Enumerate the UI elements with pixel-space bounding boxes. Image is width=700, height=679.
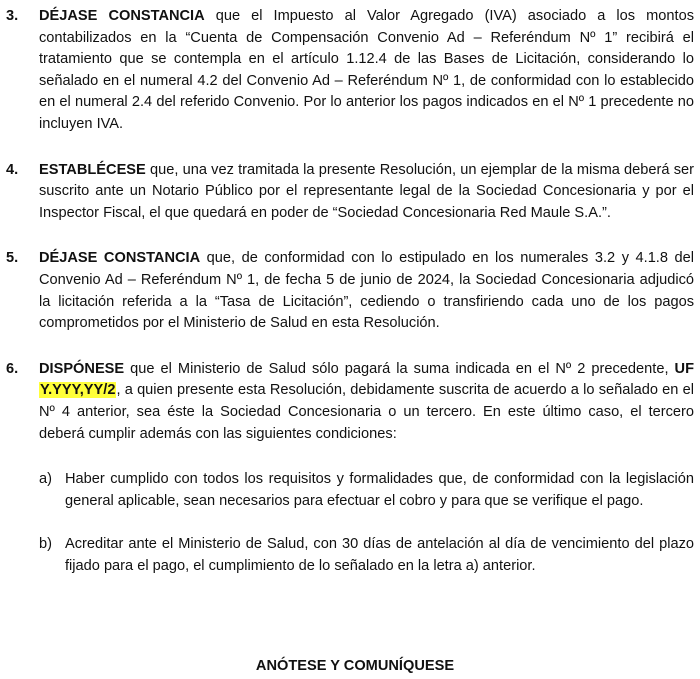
clause-text-after: , a quien presente esta Resolución, debidamente suscrita de acuerdo a lo señalado en el Nº 4 anterior, sea éste la Sociedad Concesionaria o un tercero. En este último caso, el tercero deberá cumplir además con las siguientes condiciones: — [39, 382, 694, 442]
clause-text: que el Impuesto al Valor Agregado (IVA) asociado a los montos contabilizados en la “Cuenta de Compensación Convenio Ad – Referéndum Nº 1” recibirá el tratamiento que se contempla en el artículo 1.12.4 de las Bases de Licitación, considerando lo señalado en el numeral 4.2 del Convenio Ad – Referéndum Nº 1, de conformidad con lo establecido en el numeral 2.4 del referido Convenio. Por lo anterior los pagos indicados en el Nº 1 precedente no incluyen IVA. — [39, 8, 694, 132]
clause-text-before: que el Ministerio de Salud sólo pagará la suma indicada en el Nº 2 precedente, — [124, 360, 675, 377]
condition-item-b — [39, 534, 694, 577]
condition-text: Acreditar ante el Ministerio de Salud, con 30 días de antelación al día de vencimiento del plazo fijado para el pago, el cumplimiento de lo señalado en la letra a) anterior. — [65, 536, 694, 574]
clause-number: 4. — [6, 161, 19, 178]
clause-lead: DÉJASE CONSTANCIA — [39, 250, 201, 267]
clause-number: 3. — [6, 8, 19, 24]
clause-body — [39, 160, 694, 225]
condition-list — [39, 469, 694, 577]
clause-text: que, de conformidad con lo estipulado en los numerales 3.2 y 4.1.8 del Convenio Ad – Referéndum Nº 1, de fecha 5 de junio de 2024, la Sociedad Concesionaria adjudicó la licitación referida a la “Tasa de Licitación”, cediendo o transfiriendo cada uno de los pagos comprometidos por el Ministerio de Salud en esta Resolución. — [39, 250, 694, 332]
closing-heading: ANÓTESE Y COMUNÍQUESE — [255, 658, 455, 674]
clause-lead: DÉJASE CONSTANCIA — [39, 8, 205, 24]
clause-5 — [6, 248, 694, 334]
clause-body — [39, 6, 694, 136]
clause-6 — [6, 359, 694, 578]
clause-number: 6. — [6, 360, 19, 377]
uf-amount-highlight: Y.YYY,YY/2 — [40, 382, 116, 399]
condition-label: b) — [39, 536, 52, 553]
condition-text: Haber cumplido con todos los requisitos y formalidades que, de conformidad con la legislación general aplicable, sean necesarios para efectuar el cobro y para que se verifique el pago. — [65, 471, 694, 509]
clause-lead: DISPÓNESE — [39, 360, 125, 377]
clause-lead: ESTABLÉCESE — [39, 161, 146, 178]
clause-body — [39, 248, 694, 334]
clause-3 — [6, 6, 694, 136]
clause-body — [39, 359, 694, 445]
clause-text: que, una vez tramitada la presente Resolución, un ejemplar de la misma deberá ser suscrito ante un Notario Público por el representante legal de la Sociedad Concesionaria y por el Inspector Fiscal, el que quedará en poder de “Sociedad Concesionaria Red Maule S.A.”. — [39, 161, 694, 221]
condition-label: a) — [39, 471, 52, 488]
condition-item-a — [39, 469, 694, 512]
uf-label: UF — [674, 360, 694, 377]
clause-number: 5. — [6, 250, 19, 267]
clause-4 — [6, 160, 694, 225]
